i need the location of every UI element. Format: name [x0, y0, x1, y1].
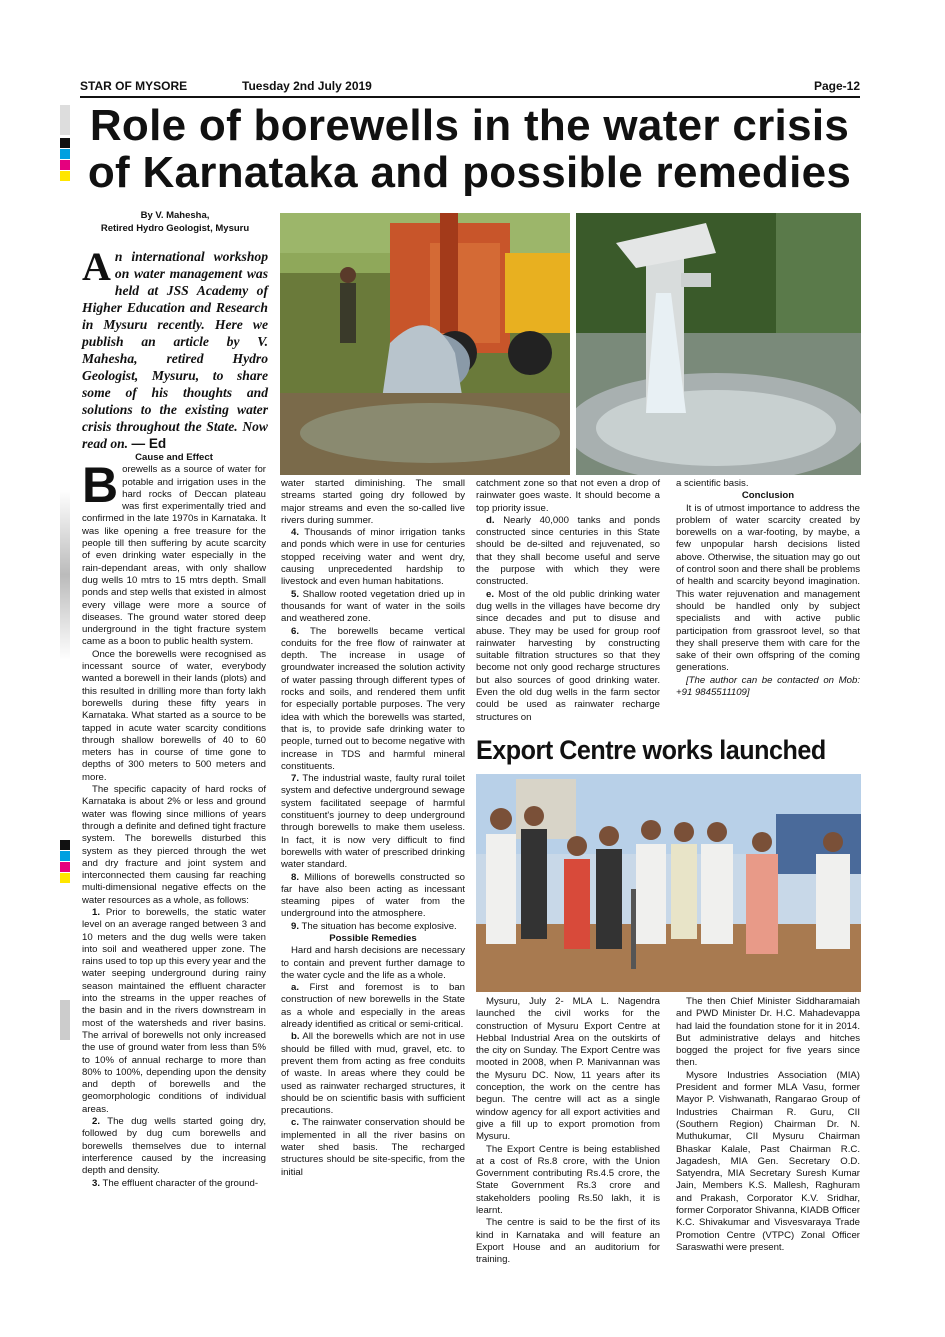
export-paragraph: Mysore Industries Association (MIA) President and former MLA Vasu, former Mayor P. Vishwanath, Rangarao Group of Industries Chairman R. Guru, CII (Southern Region) Chairman Dr. N. Muthukumar, CII Mysuru Chairman Bhaskar Kalale, Past Chairman R.C. Jagadesh, MIA Gen. Secretary O.D. Satyendra, MIA Secretary Suresh Kumar Jain, Members K.S. Mallesh, Raghuram and Prakash, Corporator K.V. Sridhar, former Corporator Shivanna, KIADB Officer K.C. Shivakumar and Visvesvaraya Trade Promotion Centre (VTPC) Zonal Officer Saraswathi were present. — [676, 1069, 860, 1253]
col2-paragraph: Hard and harsh decisions are necessary to contain and prevent further damage to the water cycle and the life as a whole. — [281, 945, 465, 981]
list-number: 4. — [291, 527, 300, 539]
list-letter: b. — [291, 1031, 300, 1043]
col2-paragraph: The rainwater conservation should be implemented in all the river basins on water shed basis. The recharged structures should be site-specific, from the initial — [281, 1117, 465, 1178]
col1-paragraph: Prior to borewells, the static water level on an average ranged between 3 and 10 meters and the dug wells were taken into soil and weathered upper zone. The rains used to top up this every year and the water seeping underground during rainy season maintained the effluent character into the streams in the upper reaches of the basin and in the rivers downstream in most of the watersheds and river basins. The arrival of borewells not only increased the use of ground water from less than 5% to 10% of annual recharge to more than 80% to 100%, depending upon the density and depth of borewells and the geomorphologic conditions of individual areas. — [82, 906, 266, 1115]
byline — [82, 210, 268, 235]
list-number: 5. — [291, 588, 300, 600]
export-paragraph: The Export Centre is being established at a cost of Rs.8 crore, with the Union Government contributing Rs.4.5 crore, the State Government Rs.3 crore and stakeholders pooling Rs.50 lakh, it is learnt. — [476, 1143, 660, 1217]
list-letter: c. — [291, 1117, 300, 1129]
editor-signoff: — Ed — [131, 436, 167, 451]
section-heading-cause: Cause and Effect — [135, 452, 213, 463]
section-heading-conclusion: Conclusion — [741, 490, 795, 502]
borewell-drilling-photo — [280, 213, 570, 475]
article-column-3 — [476, 478, 660, 724]
cyan-swatch — [60, 851, 70, 861]
col2-paragraph: Shallow rooted vegetation dried up in thousands for want of water in the soils and weathered zone. — [281, 588, 465, 625]
list-number: 1. — [92, 906, 101, 918]
intro-paragraph — [82, 244, 268, 452]
article-column-2 — [281, 478, 465, 1179]
magenta-swatch — [60, 862, 70, 872]
author-contact-note: [The author can be contacted on Mob: +91 9845511109] — [676, 674, 860, 699]
export-paragraph: Mysuru, July 2- MLA L. Nagendra launched the civil works for the construction of Mysuru Export Centre at Hebbal Industrial Area on the outskirts of the city on Sunday. The Export Centre was mooted in 2008, when P. Manivannan was the Mysuru DC. Now, 11 years after its conception, the work on the centre has begun. The centre will act as a single window agency for all export activities and give a fill up to export promotion from Mysuru. — [476, 996, 660, 1143]
author-name: By V. Mahesha, — [140, 210, 210, 221]
color-registration-marks-lower — [60, 840, 70, 884]
title-line-1: Role of borewells in the water crisis — [89, 101, 850, 150]
author-role: Retired Hydro Geologist, Mysuru — [100, 222, 250, 234]
col2-paragraph: All the borewells which are not in use should be filled with mud, gravel, etc. to prevent them from acting as free conduits of waste. In areas where they could be used as rainwater recharged structures, it should be on scientific basis with sufficient precautions. — [281, 1031, 465, 1117]
page-header — [80, 79, 860, 98]
issue-date: Tuesday 2nd July 2019 — [242, 79, 372, 93]
col2-paragraph: The industrial waste, faulty rural toilet system and defective underground sewage system facilitated seepage of harmful constituent's journey to deep underground through borewells to make them useless. In fact, it is now very difficult to find borewells with water of prescribed drinking water standard. — [281, 773, 465, 871]
col2-paragraph: Millions of borewells constructed so far have also been acting as incessant steaming pipes of water from the underground into the atmosphere. — [281, 871, 465, 920]
black-swatch — [60, 840, 70, 850]
col3-paragraph: catchment zone so that not even a drop of rainwater goes waste. It should become a top priority issue. — [476, 478, 660, 514]
list-number: 2. — [92, 1116, 101, 1128]
page-number: Page-12 — [813, 79, 860, 93]
col2-paragraph: First and foremost is to ban construction of new borewells in the State as a whole and especially in the areas already identified as critical or semi-critical. — [281, 982, 465, 1031]
export-centre-launch-photo — [476, 774, 861, 992]
list-number: 3. — [92, 1177, 101, 1189]
list-letter: a. — [291, 982, 300, 994]
col1-paragraph: Once the borewells were recognised as incessant source of water, everybody wanted a borewell in their lands (plots) and this resulted in drilling more than forty lakh borewells during these fifty years in Karnataka. What started as a source to be tapped in acute water scarcity conditions through shallow borewells of 40 to 60 meters has in course of time gone to depths of 300 meters to 500 meters and more. — [82, 648, 266, 783]
col4-paragraph: a scientific basis. — [676, 478, 749, 489]
col3-paragraph: Nearly 40,000 tanks and ponds constructed since centuries in this State should be de-silted and rejuvenated, so that they shall become useful and serve the purpose with which they were constructed. — [476, 514, 660, 588]
intro-text: n international workshop on water management was held at JSS Academy of Higher Education and Research in Mysuru recently. Here we publish an article by V. Mahesha, retired Hydro Geologist, Mysuru, to share some of his thoughts and solutions to the existing water crisis throughout the State. Now read on. — [82, 249, 268, 451]
drop-cap-b: B — [82, 457, 119, 514]
article-column-1 — [82, 452, 266, 1190]
gray-swatch-lower — [60, 1000, 70, 1040]
col3-paragraph: Most of the old public drinking water dug wells in the villages have become dry since decades and put to disuse and abuse. They may be used for group roof rainwater harvesting by constructing suitable filtration structures so that they become not only good recharge structures but also sources of good drinking water. Even the old dug wells in the farm sector could be used as rainwater recharge structures on — [476, 588, 661, 723]
col2-paragraph: The situation has become explosive. — [301, 920, 457, 932]
export-centre-headline: Export Centre works launched — [476, 735, 826, 765]
col1-paragraph: The dug wells started going dry, followed by dug cum borewells and borewells themselves due to internal interference caused by the increasing depth and density. — [82, 1116, 266, 1177]
col2-paragraph: water started diminishing. The small streams started going dry followed by major streams and even the so-called live rivers during summer. — [281, 478, 465, 526]
col2-paragraph: The borewells became vertical conduits for the free flow of rainwater at depth. The increase in usage of groundwater increased the solution activity of water passing through different types of rocks and soils, and rendered them unfit for especially portable purposes. The very idea with which the borewells was started, that is, to provide safe drinking water to people, turned out to become negative with increase in TDS and harmful mineral constituents. — [281, 625, 465, 772]
col4-paragraph: It is of utmost importance to address the problem of water scarcity created by borewells on a war-footing, by maybe, a few unpopular harsh decisions listed above. Otherwise, the situation may go out of control soon and there shall be problems of health and scarcity beyond imagination. This water rejuvenation and management should be handled only by subject specialists and with active public participation from grassroot level, so that they shall preserve them with care for the sake of their own offspring of the coming generations. — [676, 502, 860, 674]
col2-paragraph: Thousands of minor irrigation tanks and ponds which were in use for centuries stopped receiving water and went dry, causing unprecedented hardship to livestock and even human habitations. — [281, 527, 466, 588]
col1-paragraph: The effluent character of the ground- — [102, 1177, 259, 1189]
col1-paragraph: orewells as a source of water for potable and irrigation uses in the hard rocks of Deccan plateau was first experimentally tried and confirmed in the late 1970s in Karnataka. It was like opening a free treasure for the people till then suffering by acute scarcity of even drinking water especially in the rain-dependant areas, with only shallow dug wells 10 mtrs to 15 mtrs depth. Small ponds and step wells that existed in almost every village were more a source of diseases. The ground water stored deep underground in the tight fracture system came as a boon to public health system. — [82, 464, 266, 648]
article-title — [62, 102, 877, 196]
hand-pump-photo — [576, 213, 861, 475]
article-column-4 — [676, 478, 860, 699]
export-paragraph: The then Chief Minister Siddharamaiah and PWD Minister Dr. H.C. Mahadevappa had laid the foundation stone for it in 2014. But administrative delays and hitches bogged the project for five years since then. — [676, 996, 860, 1069]
list-number: 7. — [291, 773, 300, 785]
list-letter: d. — [486, 514, 495, 526]
tone-strip — [60, 490, 70, 660]
section-heading-remedies: Possible Remedies — [329, 932, 417, 944]
yellow-swatch — [60, 873, 70, 883]
list-number: 6. — [291, 625, 300, 637]
intro-drop-cap: A — [82, 244, 111, 289]
list-number: 8. — [291, 871, 300, 883]
list-number: 9. — [291, 920, 300, 932]
title-line-2: of Karnataka and possible remedies — [87, 148, 852, 197]
paper-name: STAR OF MYSORE — [80, 79, 188, 93]
export-column-1 — [476, 996, 660, 1267]
export-paragraph: The centre is said to be the first of its kind in Karnataka and will feature an Export House and an auditorium for training. — [476, 1217, 660, 1266]
list-letter: e. — [486, 588, 495, 600]
col1-paragraph: The specific capacity of hard rocks of Karnataka is about 2% or less and ground water was flowing since millions of years through a definite and defined tight fracture system. The borewells disturbed this system as they pierced through the wet and dry fracture and joint system and interconnected them causing far reaching multi-dimensional negative effects on the water resources as a whole, as follows: — [82, 784, 266, 906]
export-column-2 — [676, 996, 860, 1254]
